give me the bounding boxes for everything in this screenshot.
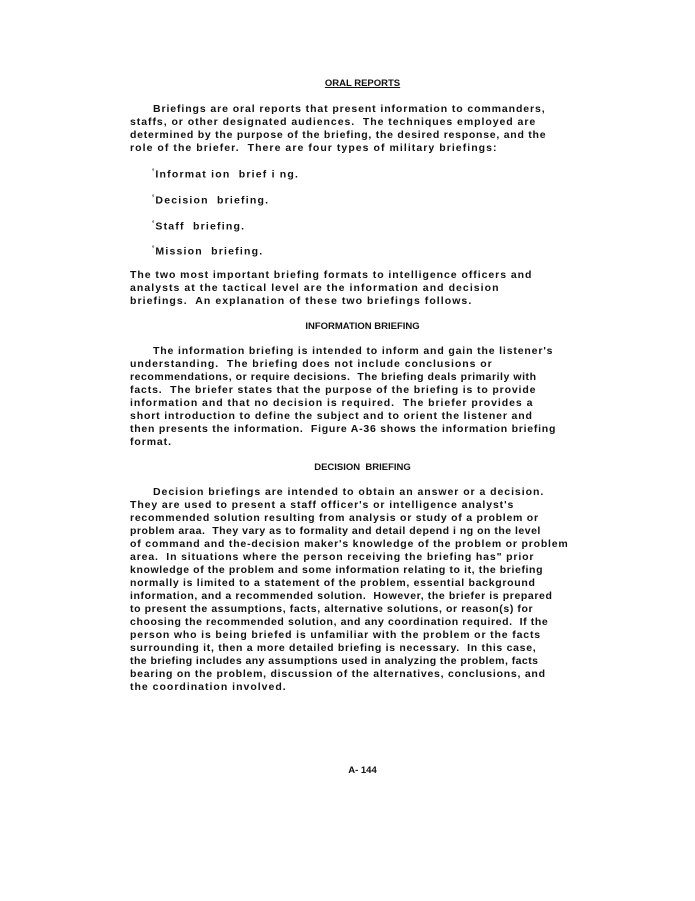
bullet-icon: ° <box>152 221 155 227</box>
text-line: role of the briefer. There are four types of military briefings: <box>130 142 498 154</box>
text-line: normally is limited to a statement of the problem, essential background <box>130 577 536 589</box>
text-line: to present the assumptions, facts, alternative solutions, or reason(s) for <box>130 603 534 615</box>
list-item: °Mission briefing. <box>152 245 264 258</box>
text-line: understanding. The briefing does not include conclusions or <box>130 358 493 370</box>
text-line: of command and the-decision maker's knowledge of the problem or problem <box>130 538 569 550</box>
text-line: determined by the purpose of the briefing, the desired response, and the <box>130 129 547 141</box>
list-item: °Decision briefing. <box>152 194 270 207</box>
text-line: The two most important briefing formats to intelligence officers and <box>130 269 533 281</box>
text-line: short introduction to define the subject and to orient the listener and <box>130 410 533 422</box>
text-line: staffs, or other designated audiences. The techniques employed are <box>130 116 537 128</box>
text-line: Briefings are oral reports that present information to commanders, <box>153 103 546 115</box>
text-line: knowledge of the problem and some information relating to it, the briefing <box>130 564 544 576</box>
text-line: information and that no decision is required. The briefer provides a <box>130 397 534 409</box>
section-heading-decision: DECISION BRIEFING <box>314 462 411 473</box>
text-line: facts. The briefer states that the purpose of the briefing is to provide <box>130 384 537 396</box>
text-line: The information briefing is intended to inform and gain the listener's <box>153 345 554 357</box>
bullet-icon: ° <box>152 246 155 252</box>
text-line: bearing on the problem, discussion of the alternatives, conclusions, and <box>130 668 546 680</box>
text-line: They are used to present a staff officer's or intelligence analyst's <box>130 499 515 511</box>
section-heading-information: INFORMATION BRIEFING <box>305 321 420 332</box>
text-line: format. <box>130 436 172 448</box>
page-title: ORAL REPORTS <box>324 78 401 89</box>
text-line: then presents the information. Figure A-36 shows the information briefing <box>130 423 557 435</box>
text-line: Decision briefings are intended to obtain an answer or a decision. <box>153 486 545 498</box>
list-item: °Informat ion brief i ng. <box>152 168 300 181</box>
text-line: choosing the recommended solution, and any coordination required. If the <box>130 616 549 628</box>
list-item: °Staff briefing. <box>152 220 246 233</box>
text-line: surrounding it, then a more detailed briefing is necessary. In this case, <box>130 642 537 654</box>
text-line: person who is being briefed is unfamiliar with the problem or the facts <box>130 629 541 641</box>
text-line: information, and a recommended solution. However, the briefer is prepared <box>130 590 553 602</box>
text-line: problem araa. They vary as to formality and detail depend i ng on the level <box>130 525 541 537</box>
text-line: the coordination involved. <box>130 681 287 693</box>
text-line: recommendations, or require decisions. The briefing deals primarily with <box>130 371 537 383</box>
text-line: recommended solution resulting from analysis or study of a problem or <box>130 512 539 524</box>
text-line: briefings. An explanation of these two briefings follows. <box>130 295 473 307</box>
text-line: analysts at the tactical level are the information and decision <box>130 282 500 294</box>
text-line: the briefing includes any assumptions used in analyzing the problem, facts <box>130 655 539 667</box>
bullet-icon: ° <box>152 195 155 201</box>
bullet-icon: ° <box>152 169 155 175</box>
text-line: area. In situations where the person receiving the briefing has" prior <box>130 551 535 563</box>
page-number: A- 144 <box>348 765 377 776</box>
